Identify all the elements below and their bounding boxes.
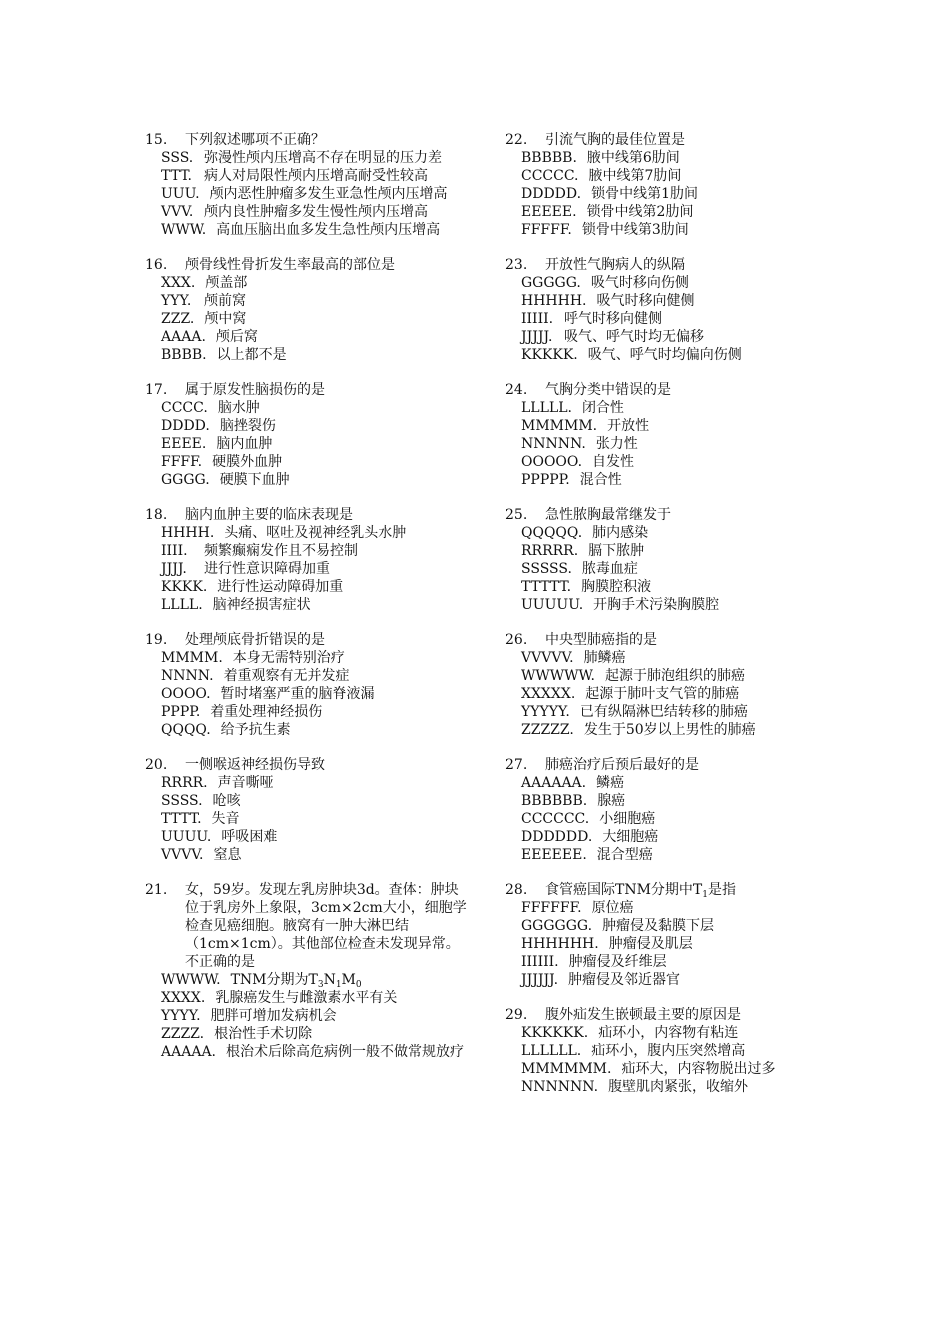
option-list [505, 649, 830, 739]
option-label: IIIIII. [521, 954, 559, 970]
option-text: 呼吸困难 [221, 829, 278, 845]
option-text: 吸气、呼气时均无偏移 [564, 329, 704, 345]
answer-option [521, 221, 830, 239]
option-label: HHHHH. [521, 293, 587, 309]
option-label: UUU. [161, 186, 200, 202]
option-label: SSSS. [161, 793, 203, 809]
option-text: 腺癌 [597, 793, 626, 809]
option-text: 高血压脑出血多发生急性颅内压增高 [216, 222, 441, 238]
answer-option [161, 1025, 470, 1043]
answer-option [161, 346, 470, 364]
answer-option: VVV. 颅内良性肿瘤多发生慢性颅内压增高 [161, 204, 428, 220]
answer-option [521, 1024, 830, 1042]
option-text: 开放性 [607, 418, 650, 434]
option-label: VVVVV. [521, 650, 574, 666]
option-label: FFFFFF. [521, 900, 582, 916]
option-text: 颅内良性肿瘤多发生慢性颅内压增高 [204, 204, 428, 220]
option-label: XXXXX. [521, 686, 576, 702]
question-item [505, 506, 830, 614]
option-text: 肺鳞癌 [583, 650, 626, 666]
answer-option [161, 703, 470, 721]
option-text: 颅前窝 [204, 293, 246, 309]
option-label: DDDDD. [521, 186, 582, 202]
question-stem [145, 506, 470, 524]
question-number: 29. [505, 1007, 528, 1023]
question-text: 下列叙述哪项不正确？ [185, 132, 325, 148]
question-item [505, 881, 830, 989]
question-number: 15. [145, 132, 168, 148]
answer-option [521, 721, 830, 739]
question-text: 开放性气胸病人的纵隔 [545, 257, 685, 273]
option-label: LLLL. [161, 597, 203, 613]
answer-option [161, 989, 470, 1007]
option-list [145, 971, 470, 1061]
answer-option [521, 149, 830, 167]
option-list [505, 774, 830, 864]
option-text: 大细胞癌 [602, 829, 659, 845]
option-label: XXXX. [161, 990, 206, 1006]
answer-option [521, 917, 830, 935]
question-text: 颅骨线性骨折发生率最高的部位是 [185, 257, 395, 273]
option-list [505, 1024, 830, 1096]
answer-option: SSS. 弥漫性颅内压增高不存在明显的压力差 [161, 150, 442, 166]
question-text: 一侧喉返神经损伤导致 [185, 757, 325, 773]
answer-option [521, 649, 830, 667]
answer-option [521, 792, 830, 810]
question-text: 腹外疝发生嵌顿最主要的原因是 [545, 1007, 741, 1023]
option-text: 开胸手术污染胸膜腔 [593, 597, 720, 613]
question-text: 急性脓胸最常继发于 [545, 507, 671, 523]
answer-option [161, 667, 470, 685]
answer-option [161, 596, 470, 614]
option-list [145, 399, 470, 489]
answer-option [521, 953, 830, 971]
option-text: 颅内恶性肿瘤多发生亚急性颅内压增高 [209, 186, 448, 202]
option-label: KKKKKK. [521, 1025, 589, 1041]
answer-option [521, 453, 830, 471]
option-text: 颅中窝 [204, 311, 247, 327]
question-number: 21. [145, 882, 168, 898]
question-stem [145, 131, 470, 149]
question-stem [505, 1006, 830, 1024]
option-text: 着重观察有无并发症 [223, 668, 350, 684]
option-label: PPPP. [161, 704, 201, 720]
question-stem [505, 756, 830, 774]
answer-option [521, 471, 830, 489]
option-text: 暂时堵塞严重的脑脊液漏 [220, 686, 375, 702]
question-stem [505, 881, 830, 899]
answer-option [521, 185, 830, 203]
option-text: 根治性手术切除 [214, 1026, 313, 1042]
question-number: 25. [505, 507, 528, 523]
answer-option [521, 810, 830, 828]
question-stem [505, 381, 830, 399]
option-label: FFFFF. [521, 222, 572, 238]
question-stem [505, 256, 830, 274]
answer-option [521, 935, 830, 953]
right-column [505, 131, 830, 1113]
option-text: 起源于肺泡组织的肺癌 [604, 668, 745, 684]
option-text: 呛咳 [212, 793, 241, 809]
option-label: HHHHHH. [521, 936, 599, 952]
answer-option [521, 524, 830, 542]
option-label: TTTT. [161, 811, 202, 827]
option-text: 肺内感染 [592, 525, 649, 541]
question-number: 28. [505, 882, 528, 898]
question-item [145, 506, 470, 614]
option-text: 呼气时移向健侧 [564, 311, 662, 327]
answer-option [521, 578, 830, 596]
question-stem [145, 881, 470, 971]
option-label: OOOO. [161, 686, 211, 702]
answer-option [161, 310, 470, 328]
option-label: EEEE. [161, 436, 207, 452]
answer-option [521, 542, 830, 560]
option-label: BBBB. [161, 347, 207, 363]
option-text: 病人对局限性颅内压增高耐受性较高 [204, 168, 428, 184]
question-item [505, 631, 830, 739]
option-label: KKKK. [161, 579, 208, 595]
left-column [145, 131, 470, 1078]
option-text: 肿瘤侵及纤维层 [568, 954, 667, 970]
option-text: 肿瘤侵及肌层 [608, 936, 693, 952]
option-label: XXX. [161, 275, 196, 291]
option-text: 进行性意识障碍加重 [204, 561, 330, 577]
option-label: SSSSS. [521, 561, 572, 577]
option-text: 脑挫裂伤 [219, 418, 276, 434]
answer-option [161, 685, 470, 703]
question-item [505, 381, 830, 489]
option-text: 混合性 [579, 472, 622, 488]
question-number: 20. [145, 757, 168, 773]
option-list [505, 149, 830, 239]
answer-option [161, 1043, 470, 1061]
option-label: AAAAA. [161, 1044, 217, 1060]
option-label: MMMMMM. [521, 1061, 612, 1077]
option-label: UUUUU. [521, 597, 584, 613]
option-label: NNNNN. [521, 436, 586, 452]
option-text: 头痛、呕吐及视神经乳头水肿 [224, 525, 407, 541]
option-text: 本身无需特别治疗 [232, 650, 345, 666]
option-text: 给予抗生素 [220, 722, 291, 738]
option-text: 弥漫性颅内压增高不存在明显的压力差 [204, 150, 442, 166]
answer-option: JJJJ. 进行性意识障碍加重 [161, 561, 330, 577]
option-list [505, 274, 830, 364]
option-label: BBBBBB. [521, 793, 588, 809]
answer-option [521, 971, 830, 989]
answer-option [161, 185, 470, 203]
answer-option [161, 1007, 470, 1025]
question-item [145, 881, 470, 1061]
answer-option [161, 971, 470, 990]
answer-option [521, 274, 830, 292]
question-stem [505, 506, 830, 524]
answer-option [521, 1078, 830, 1096]
option-text: 原位癌 [591, 900, 634, 916]
option-label: CCCCCC. [521, 811, 590, 827]
question-number: 19. [145, 632, 168, 648]
option-list [145, 149, 470, 239]
option-text: 疝环小，腹内压突然增高 [591, 1043, 746, 1059]
question-text: 处理颅底骨折错误的是 [185, 632, 325, 648]
answer-option [161, 774, 470, 792]
option-text: 张力性 [595, 436, 638, 452]
option-text: 自发性 [592, 454, 635, 470]
question-text: 属于原发性脑损伤的是 [185, 382, 325, 398]
option-text: 肿瘤侵及黏膜下层 [602, 918, 715, 934]
option-text: 已有纵隔淋巴结转移的肺癌 [579, 704, 748, 720]
answer-option [521, 1042, 830, 1060]
option-label: AAAAAA. [521, 775, 587, 791]
question-item [145, 131, 470, 239]
answer-option [161, 649, 470, 667]
option-text: 肥胖可增加发病机会 [210, 1008, 337, 1024]
answer-option [161, 417, 470, 435]
option-text: 疝环大，内容物脱出过多 [621, 1061, 776, 1077]
option-label: NNNN. [161, 668, 214, 684]
option-label: KKKKK. [521, 347, 578, 363]
question-number: 22. [505, 132, 528, 148]
option-text: 吸气时移向健侧 [596, 293, 695, 309]
answer-option [161, 828, 470, 846]
question-text: 中央型肺癌指的是 [545, 632, 657, 648]
option-label: FFFF. [161, 454, 203, 470]
question-number: 18. [145, 507, 168, 523]
option-label: QQQQ. [161, 722, 211, 738]
option-text: 锁骨中线第2肋间 [586, 204, 694, 220]
question-text: 肺癌治疗后预后最好的是 [545, 757, 699, 773]
option-text: 胸膜腔积液 [581, 579, 652, 595]
option-text: 脑内血肿 [216, 436, 273, 452]
option-text: 声音嘶哑 [217, 775, 274, 791]
option-text: 根治术后除高危病例一般不做常规放疗 [226, 1044, 465, 1060]
answer-option [521, 203, 830, 221]
option-text: 颅盖部 [205, 275, 248, 291]
option-label: ZZZZ. [161, 1026, 205, 1042]
question-stem [145, 256, 470, 274]
option-text: 硬膜外血肿 [212, 454, 283, 470]
answer-option: IIIII. 呼气时移向健侧 [521, 311, 662, 327]
question-stem [145, 381, 470, 399]
option-text: 混合型癌 [596, 847, 653, 863]
option-label: UUUU. [161, 829, 212, 845]
option-list [145, 649, 470, 739]
option-label: YYYY. [161, 1008, 201, 1024]
option-text: 小细胞癌 [599, 811, 656, 827]
answer-option [161, 435, 470, 453]
answer-option [521, 435, 830, 453]
option-text: 膈下脓肿 [588, 543, 645, 559]
option-text: 起源于肺叶支气管的肺癌 [585, 686, 740, 702]
option-label: NNNNNN. [521, 1079, 599, 1095]
option-label: BBBBB. [521, 150, 577, 166]
question-item [505, 256, 830, 364]
option-list [505, 399, 830, 489]
option-label: QQQQQ. [521, 525, 583, 541]
answer-option [521, 846, 830, 864]
question-stem [145, 756, 470, 774]
option-label: AAAA. [161, 329, 206, 345]
answer-option: TTT. 病人对局限性颅内压增高耐受性较高 [161, 168, 428, 184]
option-label: EEEEEE. [521, 847, 587, 863]
question-stem [145, 631, 470, 649]
option-text: 脑神经损害症状 [212, 597, 311, 613]
question-number: 23. [505, 257, 528, 273]
answer-option [161, 578, 470, 596]
question-number: 24. [505, 382, 528, 398]
answer-option [521, 828, 830, 846]
answer-option [521, 899, 830, 917]
option-label: PPPPP. [521, 472, 570, 488]
answer-option [521, 685, 830, 703]
option-text: 以上都不是 [216, 347, 287, 363]
option-text: 腋中线第7肋间 [588, 168, 682, 184]
option-list [145, 274, 470, 364]
question-text: 脑内血肿主要的临床表现是 [185, 507, 353, 523]
option-label: GGGG. [161, 472, 210, 488]
option-text: 颅后窝 [215, 329, 258, 345]
option-text: 失音 [211, 811, 240, 827]
question-item [505, 756, 830, 864]
option-label: DDDD. [161, 418, 210, 434]
option-text: TNM分期为$T_3N_1M_0$ [230, 972, 362, 990]
option-label: JJJJJJ. [521, 972, 559, 988]
option-text: 频繁癫痫发作且不易控制 [204, 543, 358, 559]
answer-option [161, 399, 470, 417]
option-label: LLLLL. [521, 400, 572, 416]
option-label: RRRR. [161, 775, 208, 791]
question-item [505, 1006, 830, 1096]
option-label: CCCC. [161, 400, 208, 416]
option-text: 锁骨中线第1肋间 [591, 186, 698, 202]
option-label: EEEEE. [521, 204, 577, 220]
option-label: WWW. [161, 222, 207, 238]
option-label: WWWWW. [521, 668, 595, 684]
answer-option [161, 524, 470, 542]
answer-option: YYY. 颅前窝 [161, 293, 246, 309]
question-text: 引流气胸的最佳位置是 [545, 132, 685, 148]
option-list [145, 524, 470, 614]
answer-option [521, 346, 830, 364]
option-label: GGGGG. [521, 275, 581, 291]
question-number: 27. [505, 757, 528, 773]
question-text: 食管癌国际TNM分期中$T_1$是指 [545, 882, 736, 900]
question-number: 17. [145, 382, 168, 398]
option-label: RRRRR. [521, 543, 579, 559]
question-text: 女，59岁。发现左乳房肿块3d。查体：肿块位于乳房外上象限，3cm×2cm大小，细胞学检查见癌细胞。腋窝有一肿大淋巴结（1cm×1cm）。其他部位检查未发现异常。不正确的是 [185, 882, 467, 970]
option-text: 乳腺癌发生与雌激素水平有关 [215, 990, 398, 1006]
option-text: 鳞癌 [596, 775, 625, 791]
option-text: 硬膜下血肿 [219, 472, 290, 488]
option-text: 发生于50岁以上男性的肺癌 [583, 722, 756, 738]
question-item [145, 631, 470, 739]
option-list [505, 524, 830, 614]
answer-option [161, 471, 470, 489]
option-text: 闭合性 [581, 400, 624, 416]
option-text: 疝环小，内容物有粘连 [598, 1025, 739, 1041]
answer-option [521, 399, 830, 417]
question-item [505, 131, 830, 239]
answer-option: JJJJJ. 吸气、呼气时均无偏移 [521, 329, 704, 345]
answer-option [521, 703, 830, 721]
question-text: 气胸分类中错误的是 [545, 382, 671, 398]
option-text: 窒息 [213, 847, 242, 863]
answer-option [161, 721, 470, 739]
option-label: OOOOO. [521, 454, 583, 470]
answer-option [521, 596, 830, 614]
option-text: 腋中线第6肋间 [586, 150, 680, 166]
answer-option [161, 810, 470, 828]
option-label: CCCCC. [521, 168, 579, 184]
option-text: 脑水肿 [217, 400, 260, 416]
answer-option [521, 774, 830, 792]
answer-option [521, 667, 830, 685]
question-item [145, 381, 470, 489]
answer-option [161, 221, 470, 239]
option-text: 着重处理神经损伤 [210, 704, 323, 720]
option-text: 腹壁肌肉紧张，收缩外 [608, 1079, 749, 1095]
answer-option [161, 453, 470, 471]
option-text: 锁骨中线第3肋间 [581, 222, 689, 238]
answer-option [521, 417, 830, 435]
option-label: GGGGGG. [521, 918, 593, 934]
question-stem [505, 131, 830, 149]
option-label: LLLLLL. [521, 1043, 582, 1059]
option-label: HHHH. [161, 525, 215, 541]
option-label: TTTTT. [521, 579, 572, 595]
option-text: 吸气时移向伤侧 [590, 275, 689, 291]
option-label: VVVV. [161, 847, 204, 863]
answer-option [161, 274, 470, 292]
answer-option [521, 292, 830, 310]
question-item [145, 756, 470, 864]
option-label: ZZZZZ. [521, 722, 574, 738]
question-item [145, 256, 470, 364]
option-label: DDDDDD. [521, 829, 593, 845]
option-label: WWWW. [161, 972, 221, 988]
option-list [505, 899, 830, 989]
question-stem [505, 631, 830, 649]
option-text: 脓毒血症 [581, 561, 638, 577]
answer-option: IIII. 频繁癫痫发作且不易控制 [161, 543, 358, 559]
question-number: 26. [505, 632, 528, 648]
answer-option [521, 1060, 830, 1078]
option-text: 肿瘤侵及邻近器官 [568, 972, 681, 988]
answer-option [521, 560, 830, 578]
option-label: YYYYY. [521, 704, 570, 720]
answer-option [521, 167, 830, 185]
option-label: MMMMM. [521, 418, 598, 434]
question-number: 16. [145, 257, 168, 273]
option-text: 进行性运动障碍加重 [217, 579, 344, 595]
answer-option [161, 792, 470, 810]
option-label: MMMM. [161, 650, 223, 666]
option-text: 吸气、呼气时均偏向伤侧 [587, 347, 742, 363]
option-list [145, 774, 470, 864]
answer-option [161, 328, 470, 346]
answer-option [161, 846, 470, 864]
